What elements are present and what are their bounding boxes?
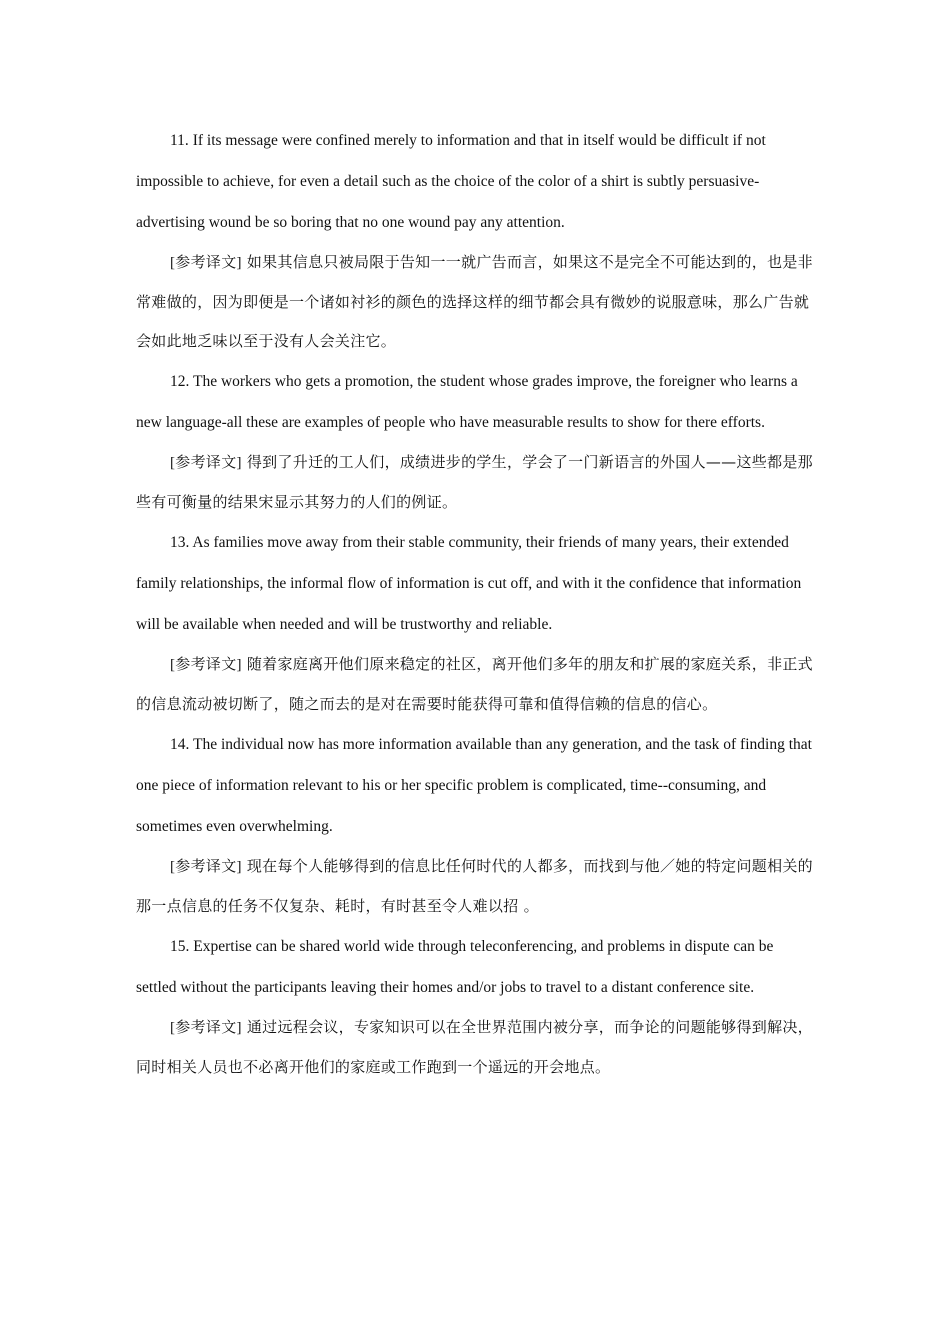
english-text: The workers who gets a promotion, the student whose grades improve, the foreigner who learns a new language-all these are examples of people who have measurable results to show for there efforts. xyxy=(136,373,798,431)
english-text: Expertise can be shared world wide through teleconferencing, and problems in dispute can be settled without the participants leaving their homes and/or jobs to travel to a distant conference site. xyxy=(136,938,774,996)
chinese-text: 通过远程会议，专家知识可以在全世界范围内被分享，而争论的问题能够得到解决，同时相关人员也不必离开他们的家庭或工作跑到一个遥远的开会地点。 xyxy=(136,1018,813,1076)
translation-tag: [参考译文] xyxy=(170,455,242,471)
translation-tag: [参考译文] xyxy=(170,1020,242,1036)
item-number: 11. xyxy=(170,132,189,149)
english-text: The individual now has more information available than any generation, and the task of finding that one piece of information relevant to his or her specific problem is complicated, time--consuming, and sometimes even overwhelming. xyxy=(136,736,812,835)
english-text: As families move away from their stable community, their friends of many years, their extended family relationships, the informal flow of information is cut off, and with it the confidence that information will be available when needed and will be trustworthy and reliable. xyxy=(136,534,802,633)
translation-tag: [参考译文] xyxy=(170,859,242,875)
english-sentence-14 xyxy=(136,724,816,847)
chinese-translation-14 xyxy=(136,847,816,926)
chinese-translation-13 xyxy=(136,645,816,724)
translation-tag: [参考译文] xyxy=(170,255,242,271)
item-number: 13. xyxy=(170,534,190,551)
chinese-text: 随着家庭离开他们原来稳定的社区，离开他们多年的朋友和扩展的家庭关系，非正式的信息流动被切断了，随之而去的是对在需要时能获得可靠和值得信赖的信息的信心。 xyxy=(136,655,813,713)
chinese-text: 现在每个人能够得到的信息比任何时代的人都多，而找到与他／她的特定问题相关的那一点信息的任务不仅复杂、耗时，有时甚至令人难以招 。 xyxy=(136,857,813,915)
english-sentence-12 xyxy=(136,361,816,443)
item-number: 14. xyxy=(170,736,190,753)
item-number: 15. xyxy=(170,938,190,955)
chinese-translation-12 xyxy=(136,443,816,522)
english-sentence-15 xyxy=(136,926,816,1008)
chinese-translation-15 xyxy=(136,1008,816,1087)
english-sentence-11 xyxy=(136,120,816,243)
translation-tag: [参考译文] xyxy=(170,657,242,673)
english-sentence-13 xyxy=(136,522,816,645)
english-text: If its message were confined merely to information and that in itself would be difficult if not impossible to achieve, for even a detail such as the choice of the color of a shirt is subtly persuasive-advertising wound be so boring that no one wound pay any attention. xyxy=(136,132,766,231)
item-number: 12. xyxy=(170,373,190,390)
chinese-text: 得到了升迁的工人们，成绩进步的学生，学会了一门新语言的外国人——这些都是那些有可衡量的结果宋显示其努力的人们的例证。 xyxy=(136,453,813,511)
document-page xyxy=(136,120,816,1087)
chinese-translation-11 xyxy=(136,243,816,361)
chinese-text: 如果其信息只被局限于告知一一就广告而言，如果这不是完全不可能达到的，也是非常难做的，因为即便是一个诸如衬衫的颜色的选择这样的细节都会具有微妙的说服意味，那么广告就会如此地乏味以至于没有人会关注它。 xyxy=(136,253,813,350)
